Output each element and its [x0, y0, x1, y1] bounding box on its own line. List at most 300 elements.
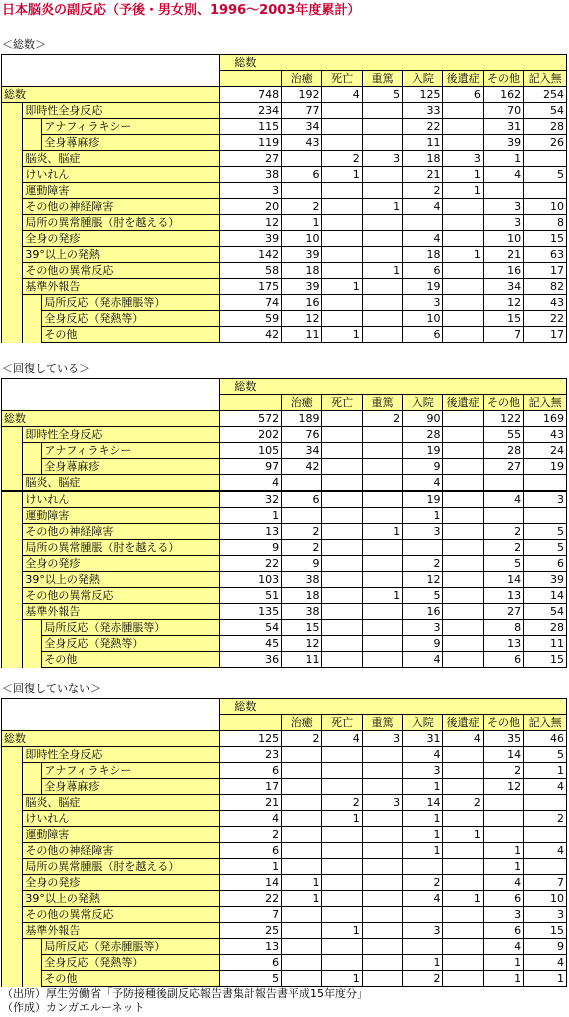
value-cell: 3 [524, 491, 567, 508]
section-label: ＜回復していない＞ [2, 682, 101, 695]
indent-cell [23, 652, 42, 668]
value-cell [322, 907, 362, 923]
table-row [2, 295, 567, 311]
value-cell: 55 [483, 427, 523, 443]
table-row [2, 475, 567, 492]
indent-cell [2, 311, 23, 327]
indent-cell [2, 636, 23, 652]
value-cell: 3 [403, 923, 443, 939]
value-cell: 6 [443, 87, 483, 103]
row-label: 局所の異常腫脹（肘を越える） [23, 540, 220, 556]
value-cell [322, 875, 362, 891]
section-label: ＜回復している＞ [2, 362, 90, 375]
indent-cell [2, 103, 23, 119]
table-row [2, 215, 567, 231]
indent-cell [2, 795, 23, 811]
value-cell [322, 119, 362, 135]
row-label: 即時性全身反応 [23, 747, 220, 763]
value-cell [282, 508, 322, 524]
row-label: けいれん [23, 167, 220, 183]
indent-cell [2, 652, 23, 668]
indent-cell [23, 135, 42, 151]
table-row [2, 183, 567, 199]
row-label: 運動障害 [23, 827, 220, 843]
value-cell [322, 939, 362, 955]
value-cell [322, 247, 362, 263]
column-header: 治癒 [282, 715, 322, 731]
value-cell: 202 [220, 427, 282, 443]
indent-cell [2, 475, 23, 492]
table-row [2, 939, 567, 955]
value-cell: 4 [483, 939, 523, 955]
table-row [2, 311, 567, 327]
value-cell: 6 [524, 556, 567, 572]
value-cell [403, 215, 443, 231]
table-row [2, 827, 567, 843]
table-row [2, 167, 567, 183]
value-cell: 13 [220, 939, 282, 955]
value-cell [322, 103, 362, 119]
indent-cell [2, 939, 23, 955]
row-label: その他 [42, 971, 220, 987]
value-cell [362, 279, 402, 295]
value-cell: 13 [483, 636, 523, 652]
indent-cell [23, 119, 42, 135]
value-cell: 12 [282, 636, 322, 652]
value-cell: 19 [524, 459, 567, 475]
indent-cell [2, 215, 23, 231]
value-cell: 5 [524, 540, 567, 556]
value-cell [322, 295, 362, 311]
value-cell: 32 [220, 491, 282, 508]
value-cell: 4 [403, 747, 443, 763]
column-header: その他 [483, 395, 523, 411]
value-cell: 142 [220, 247, 282, 263]
value-cell: 19 [403, 491, 443, 508]
value-cell [362, 572, 402, 588]
indent-cell [23, 311, 42, 327]
value-cell [443, 103, 483, 119]
value-cell [322, 588, 362, 604]
value-cell: 18 [282, 263, 322, 279]
value-cell [362, 491, 402, 508]
value-cell [362, 811, 402, 827]
value-cell: 24 [524, 443, 567, 459]
value-cell: 2 [282, 540, 322, 556]
header-blank [2, 379, 220, 411]
value-cell [362, 327, 402, 343]
value-cell: 28 [403, 427, 443, 443]
row-label: その他の異常反応 [23, 907, 220, 923]
value-cell: 15 [483, 311, 523, 327]
row-label: その他の異常反応 [23, 588, 220, 604]
value-cell [483, 795, 523, 811]
value-cell: 34 [282, 443, 322, 459]
indent-cell [23, 459, 42, 475]
value-cell: 42 [220, 327, 282, 343]
indent-cell [2, 524, 23, 540]
column-header: その他 [483, 71, 523, 87]
value-cell: 1 [322, 811, 362, 827]
value-cell [322, 475, 362, 492]
value-cell [322, 620, 362, 636]
value-cell: 5 [403, 588, 443, 604]
value-cell: 6 [282, 491, 322, 508]
value-cell: 6 [483, 923, 523, 939]
value-cell [524, 183, 567, 199]
indent-cell [2, 459, 23, 475]
data-table [1, 378, 567, 668]
value-cell: 21 [220, 795, 282, 811]
value-cell: 6 [403, 263, 443, 279]
value-cell: 1 [403, 811, 443, 827]
indent-cell [2, 779, 23, 795]
value-cell: 189 [282, 411, 322, 427]
row-label: 局所反応（発赤腫脹等） [42, 620, 220, 636]
indent-cell [2, 540, 23, 556]
value-cell [362, 843, 402, 859]
row-label: 脳炎、脳症 [23, 151, 220, 167]
value-cell [282, 795, 322, 811]
value-cell: 12 [220, 215, 282, 231]
row-label: 39°以上の発熱 [23, 891, 220, 907]
indent-cell [2, 620, 23, 636]
value-cell [362, 939, 402, 955]
value-cell: 2 [524, 811, 567, 827]
row-label: 全身反応（発熱等） [42, 311, 220, 327]
table-row [2, 231, 567, 247]
value-cell [483, 508, 523, 524]
value-cell: 14 [524, 588, 567, 604]
value-cell [322, 135, 362, 151]
value-cell: 31 [483, 119, 523, 135]
value-cell [322, 843, 362, 859]
row-label: 39°以上の発熱 [23, 247, 220, 263]
value-cell [403, 939, 443, 955]
section-label: ＜総数＞ [2, 38, 46, 51]
row-label: 総数 [2, 87, 220, 103]
indent-cell [2, 875, 23, 891]
value-cell [282, 843, 322, 859]
value-cell: 2 [483, 763, 523, 779]
row-label: けいれん [23, 811, 220, 827]
indent-cell [2, 907, 23, 923]
value-cell [362, 135, 402, 151]
value-cell: 1 [443, 247, 483, 263]
value-cell: 22 [220, 891, 282, 907]
row-label: 即時性全身反応 [23, 427, 220, 443]
value-cell: 9 [403, 459, 443, 475]
value-cell: 169 [524, 411, 567, 427]
column-header: 入院 [403, 715, 443, 731]
value-cell: 7 [220, 907, 282, 923]
value-cell: 1 [322, 923, 362, 939]
value-cell [443, 859, 483, 875]
value-cell: 16 [403, 604, 443, 620]
indent-cell [23, 939, 42, 955]
column-header: 死亡 [322, 71, 362, 87]
value-cell [362, 459, 402, 475]
value-cell: 1 [362, 263, 402, 279]
value-cell: 7 [524, 875, 567, 891]
value-cell: 2 [403, 183, 443, 199]
value-cell: 54 [220, 620, 282, 636]
value-cell [403, 540, 443, 556]
value-cell: 11 [282, 327, 322, 343]
row-label: アナフィラキシー [42, 763, 220, 779]
indent-cell [2, 604, 23, 620]
value-cell: 4 [403, 199, 443, 215]
value-cell [524, 859, 567, 875]
value-cell: 12 [483, 295, 523, 311]
value-cell: 1 [483, 971, 523, 987]
value-cell: 28 [524, 620, 567, 636]
value-cell [443, 907, 483, 923]
value-cell: 4 [220, 475, 282, 492]
value-cell: 5 [524, 524, 567, 540]
value-cell [322, 524, 362, 540]
value-cell [322, 459, 362, 475]
value-cell: 4 [524, 843, 567, 859]
value-cell: 1 [362, 199, 402, 215]
value-cell: 8 [524, 215, 567, 231]
value-cell [282, 923, 322, 939]
indent-cell [23, 763, 42, 779]
table-row [2, 508, 567, 524]
table-row [2, 427, 567, 443]
value-cell: 1 [483, 955, 523, 971]
table-row [2, 795, 567, 811]
value-cell [362, 311, 402, 327]
row-label: 全身の発疹 [23, 231, 220, 247]
value-cell: 2 [282, 731, 322, 747]
indent-cell [23, 955, 42, 971]
value-cell [483, 811, 523, 827]
indent-cell [2, 135, 23, 151]
indent-cell [2, 327, 23, 343]
value-cell [322, 652, 362, 668]
value-cell [362, 103, 402, 119]
value-cell [362, 859, 402, 875]
value-cell: 9 [524, 939, 567, 955]
value-cell: 1 [322, 971, 362, 987]
value-cell [282, 763, 322, 779]
value-cell: 105 [220, 443, 282, 459]
column-header: 治癒 [282, 71, 322, 87]
value-cell: 254 [524, 87, 567, 103]
table-row [2, 955, 567, 971]
indent-cell [23, 971, 42, 987]
value-cell [322, 747, 362, 763]
row-label: 即時性全身反応 [23, 103, 220, 119]
column-header: 後遺症 [443, 71, 483, 87]
value-cell: 38 [220, 167, 282, 183]
value-cell [443, 231, 483, 247]
row-label: 基準外報告 [23, 279, 220, 295]
value-cell: 1 [403, 508, 443, 524]
table-row [2, 459, 567, 475]
value-cell [443, 119, 483, 135]
value-cell: 3 [403, 763, 443, 779]
value-cell: 5 [524, 167, 567, 183]
value-cell: 17 [524, 263, 567, 279]
value-cell [322, 556, 362, 572]
value-cell [322, 263, 362, 279]
value-cell: 39 [282, 247, 322, 263]
value-cell [443, 747, 483, 763]
table-row [2, 524, 567, 540]
indent-cell [2, 827, 23, 843]
table-row [2, 443, 567, 459]
value-cell: 1 [443, 183, 483, 199]
value-cell: 135 [220, 604, 282, 620]
table-row [2, 620, 567, 636]
value-cell: 33 [403, 103, 443, 119]
value-cell: 1 [220, 859, 282, 875]
row-label: 39°以上の発熱 [23, 572, 220, 588]
value-cell: 3 [403, 524, 443, 540]
value-cell: 6 [220, 955, 282, 971]
indent-cell [2, 843, 23, 859]
column-header: 重篤 [362, 395, 402, 411]
indent-cell [2, 588, 23, 604]
value-cell [443, 955, 483, 971]
row-label: 総数 [2, 731, 220, 747]
row-label: 全身蕁麻疹 [42, 779, 220, 795]
value-cell: 58 [220, 263, 282, 279]
table-row [2, 327, 567, 343]
row-label: アナフィラキシー [42, 443, 220, 459]
indent-cell [2, 572, 23, 588]
header-total-blank [220, 715, 282, 731]
value-cell [282, 811, 322, 827]
value-cell [322, 859, 362, 875]
value-cell: 2 [403, 556, 443, 572]
value-cell [443, 443, 483, 459]
value-cell [443, 263, 483, 279]
value-cell: 4 [483, 167, 523, 183]
value-cell [362, 652, 402, 668]
data-table [1, 698, 567, 987]
value-cell: 1 [220, 508, 282, 524]
indent-cell [2, 556, 23, 572]
value-cell: 3 [524, 907, 567, 923]
column-header: 重篤 [362, 715, 402, 731]
value-cell: 18 [403, 151, 443, 167]
value-cell [524, 508, 567, 524]
value-cell [443, 652, 483, 668]
value-cell: 1 [524, 971, 567, 987]
value-cell [443, 199, 483, 215]
value-cell: 7 [483, 327, 523, 343]
value-cell: 90 [403, 411, 443, 427]
value-cell [322, 411, 362, 427]
value-cell: 2 [403, 971, 443, 987]
header-blank [2, 699, 220, 731]
value-cell: 2 [443, 795, 483, 811]
value-cell: 1 [483, 151, 523, 167]
indent-cell [2, 247, 23, 263]
value-cell: 43 [524, 295, 567, 311]
value-cell: 125 [403, 87, 443, 103]
value-cell: 82 [524, 279, 567, 295]
table-row [2, 151, 567, 167]
indent-cell [2, 491, 23, 508]
column-header: 記入無 [524, 395, 567, 411]
indent-cell [23, 327, 42, 343]
table-row [2, 779, 567, 795]
value-cell: 8 [483, 620, 523, 636]
value-cell: 192 [282, 87, 322, 103]
value-cell: 2 [282, 199, 322, 215]
value-cell: 175 [220, 279, 282, 295]
indent-cell [23, 295, 42, 311]
indent-cell [2, 508, 23, 524]
value-cell [362, 295, 402, 311]
value-cell: 97 [220, 459, 282, 475]
indent-cell [23, 779, 42, 795]
indent-cell [23, 443, 42, 459]
value-cell [443, 295, 483, 311]
value-cell: 2 [483, 540, 523, 556]
value-cell [483, 475, 523, 492]
value-cell [443, 971, 483, 987]
column-header: 後遺症 [443, 395, 483, 411]
footer-author: （作成）カンガエルーネット [2, 1001, 145, 1014]
table-row [2, 263, 567, 279]
value-cell: 63 [524, 247, 567, 263]
value-cell: 17 [220, 779, 282, 795]
table-row [2, 279, 567, 295]
value-cell [282, 939, 322, 955]
value-cell: 3 [403, 295, 443, 311]
value-cell: 74 [220, 295, 282, 311]
value-cell: 28 [524, 119, 567, 135]
column-header: 死亡 [322, 715, 362, 731]
value-cell: 4 [403, 475, 443, 492]
indent-cell [2, 747, 23, 763]
indent-cell [2, 263, 23, 279]
value-cell: 19 [403, 279, 443, 295]
value-cell: 3 [483, 215, 523, 231]
value-cell [362, 443, 402, 459]
column-header: 記入無 [524, 715, 567, 731]
row-label: アナフィラキシー [42, 119, 220, 135]
value-cell: 17 [524, 327, 567, 343]
row-label: 総数 [2, 411, 220, 427]
indent-cell [2, 923, 23, 939]
value-cell: 6 [220, 763, 282, 779]
row-label: 全身蕁麻疹 [42, 459, 220, 475]
value-cell [362, 875, 402, 891]
value-cell: 39 [483, 135, 523, 151]
row-label: 運動障害 [23, 508, 220, 524]
row-label: その他の神経障害 [23, 524, 220, 540]
row-label: 局所反応（発赤腫脹等） [42, 939, 220, 955]
column-header: 重篤 [362, 71, 402, 87]
value-cell [282, 827, 322, 843]
value-cell: 1 [362, 524, 402, 540]
value-cell: 2 [322, 151, 362, 167]
row-label: 基準外報告 [23, 604, 220, 620]
footer-source: （出所）厚生労働省「予防接種後副反応報告書集計報告書平成15年度分」 [2, 987, 368, 1000]
value-cell: 43 [524, 427, 567, 443]
value-cell: 1 [322, 327, 362, 343]
value-cell [443, 843, 483, 859]
value-cell: 54 [524, 604, 567, 620]
value-cell: 6 [220, 843, 282, 859]
value-cell: 1 [322, 167, 362, 183]
